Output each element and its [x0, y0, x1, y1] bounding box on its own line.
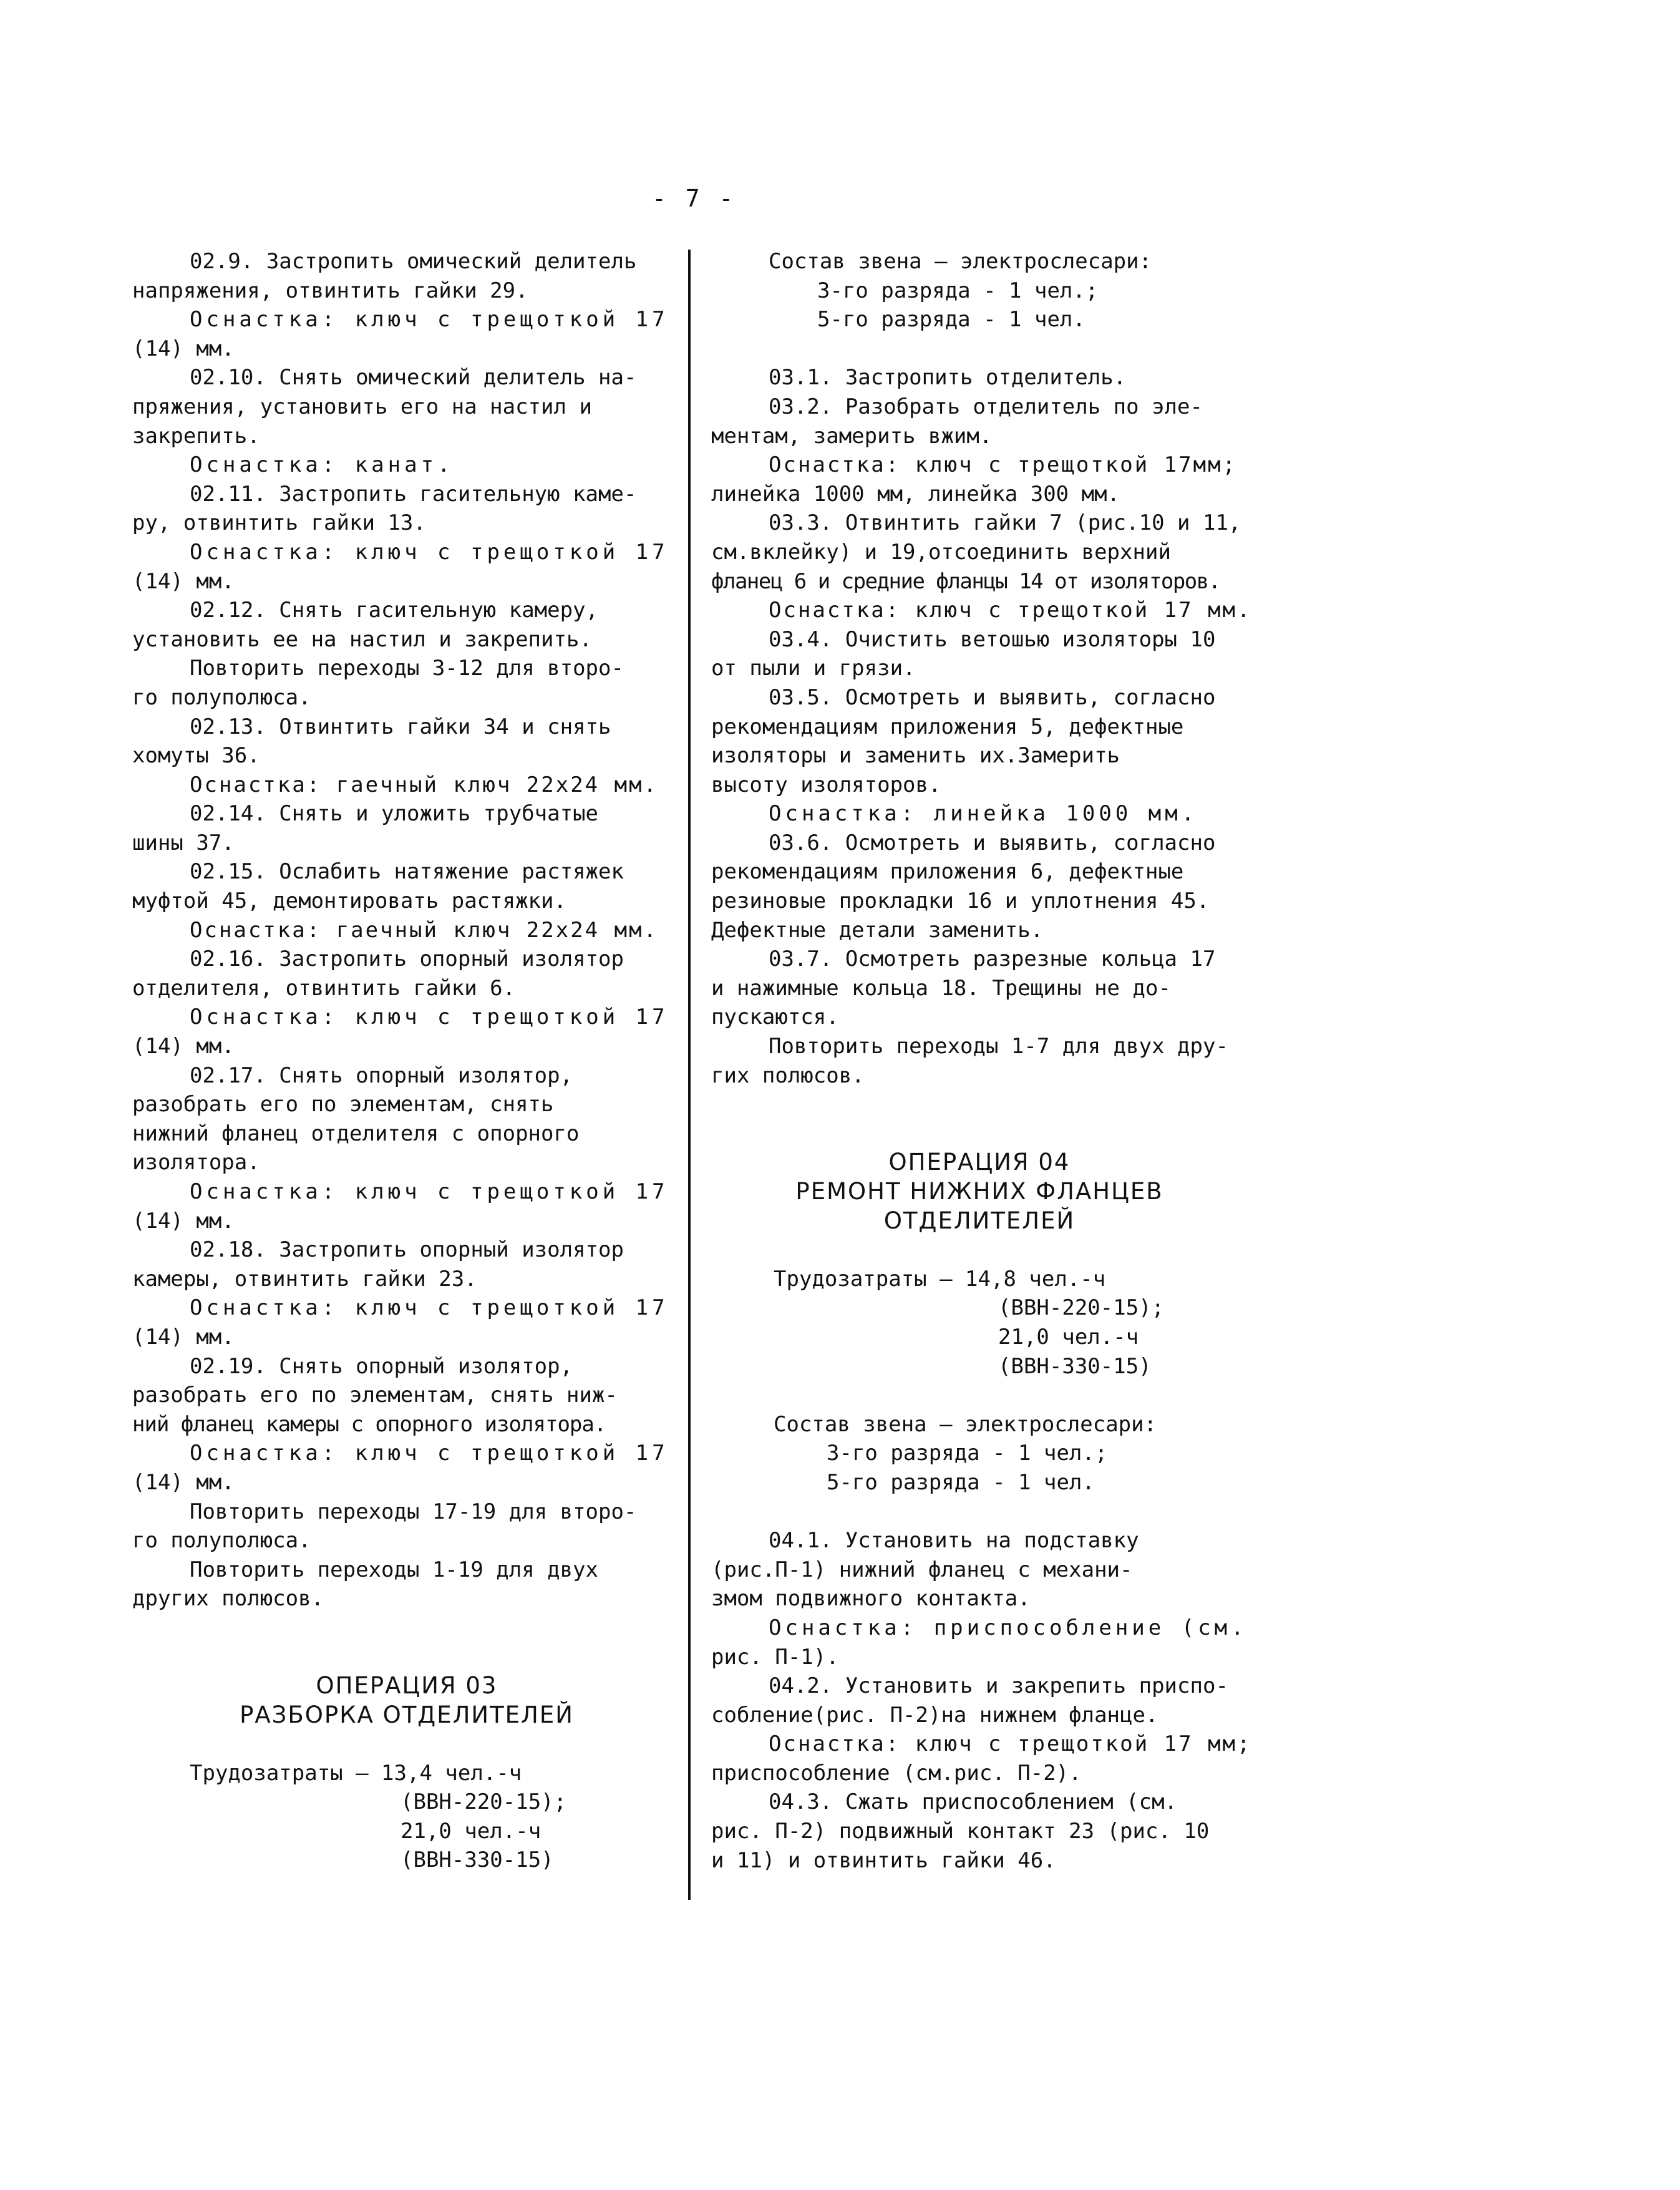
text-line: 03.7. Осмотреть разрезные кольца 17	[769, 947, 1216, 972]
text-line: Оснастка: гаечный ключ 22х24 мм.	[190, 917, 659, 943]
text-line: (14) мм.	[132, 1034, 235, 1059]
text-line: рис. П-1).	[711, 1644, 839, 1670]
crew-intro: Состав звена — электрослесари:	[774, 1411, 1157, 1437]
crew-line: 5-го разряда - 1 чел.	[817, 307, 1085, 333]
text-line: Повторить переходы 17-19 для второ-	[190, 1499, 637, 1524]
text-line: от пыли и грязи.	[711, 656, 916, 681]
labor-line: Трудозатраты — 14,8 чел.-ч	[774, 1266, 1106, 1292]
text-line: 02.13. Отвинтить гайки 34 и снять	[190, 714, 611, 739]
text-line: 04.3. Сжать приспособлением (см.	[769, 1789, 1178, 1815]
text-line: других полюсов.	[132, 1586, 324, 1612]
text-line: Оснастка: ключ с трещоткой 17 мм;	[769, 1731, 1252, 1757]
text-line: (рис.П-1) нижний фланец с механи-	[711, 1557, 1133, 1582]
text-line: (14) мм.	[132, 336, 235, 361]
text-line: закрепить.	[132, 423, 260, 449]
text-line: 02.19. Снять опорный изолятор,	[190, 1353, 573, 1379]
text-line: Оснастка: ключ с трещоткой 17	[190, 1179, 669, 1204]
text-line: шины 37.	[132, 830, 235, 855]
text-line: (14) мм.	[132, 1208, 235, 1234]
crew-line: 3-го разряда - 1 чел.;	[827, 1441, 1108, 1466]
text-line: Оснастка: линейка 1000 мм.	[769, 801, 1198, 827]
text-line: гих полюсов.	[711, 1063, 865, 1088]
text-line: 03.4. Очистить ветошью изоляторы 10	[769, 626, 1216, 652]
text-line: Повторить переходы 3-12 для второ-	[190, 656, 624, 681]
text-line: изолятора.	[132, 1150, 260, 1175]
text-line: и нажимные кольца 18. Трещины не до-	[711, 975, 1171, 1001]
text-line: 02.10. Снять омический делитель на-	[190, 365, 637, 391]
text-line: рекомендациям приложения 5, дефектные	[711, 714, 1184, 739]
labor-line: Трудозатраты — 13,4 чел.-ч	[190, 1760, 522, 1786]
column-divider	[688, 250, 691, 1900]
text-line: го полуполюса.	[132, 684, 311, 710]
text-line: приспособление (см.рис. П-2).	[711, 1760, 1082, 1786]
text-line: рис. П-2) подвижный контакт 23 (рис. 10	[711, 1819, 1210, 1844]
text-line: 02.16. Застропить опорный изолятор	[190, 947, 624, 972]
text-line: ментам, замерить вжим.	[711, 423, 993, 449]
text-line: Повторить переходы 1-19 для двух	[190, 1557, 599, 1582]
text-line: 03.1. Застропить отделитель.	[769, 365, 1127, 391]
operation-04-subtitle: ОТДЕЛИТЕЛЕЙ	[883, 1207, 1075, 1234]
text-line: Оснастка: ключ с трещоткой 17	[190, 307, 669, 333]
text-line: ру, отвинтить гайки 13.	[132, 510, 426, 536]
text-line: Оснастка: ключ с трещоткой 17	[190, 1005, 669, 1030]
crew-line: 3-го разряда - 1 чел.;	[817, 278, 1099, 303]
right-column	[711, 247, 1372, 1875]
text-line: хомуты 36.	[132, 743, 260, 769]
text-line: 03.5. Осмотреть и выявить, согласно	[769, 684, 1216, 710]
labor-line: (ВВН-220-15);	[998, 1295, 1165, 1321]
text-line: собление(рис. П-2)на нижнем фланце.	[711, 1702, 1158, 1728]
text-line: отделителя, отвинтить гайки 6.	[132, 975, 516, 1001]
text-line: установить ее на настил и закрепить.	[132, 626, 592, 652]
text-line: резиновые прокладки 16 и уплотнения 45.	[711, 888, 1210, 914]
labor-line: (ВВН-330-15)	[998, 1353, 1152, 1379]
text-line: 03.6. Осмотреть и выявить, согласно	[769, 830, 1216, 855]
text-line: см.вклейку) и 19,отсоединить верхний	[711, 539, 1171, 565]
text-line: Оснастка: ключ с трещоткой 17	[190, 1441, 669, 1466]
text-line: Оснастка: канат.	[190, 452, 454, 478]
text-line: пускаются.	[711, 1005, 839, 1030]
text-line: 03.3. Отвинтить гайки 7 (рис.10 и 11,	[769, 510, 1241, 536]
operation-03-title: ОПЕРАЦИЯ 03	[316, 1672, 498, 1699]
crew-intro: Состав звена — электрослесари:	[769, 249, 1152, 274]
text-line: рекомендациям приложения 6, дефектные	[711, 859, 1184, 885]
text-line: 02.18. Застропить опорный изолятор	[190, 1237, 624, 1263]
text-line: Оснастка: гаечный ключ 22х24 мм.	[190, 772, 659, 797]
operation-03-subtitle: РАЗБОРКА ОТДЕЛИТЕЛЕЙ	[240, 1701, 574, 1728]
text-line: линейка 1000 мм, линейка 300 мм.	[711, 481, 1120, 507]
text-line: Оснастка: приспособление (см.	[769, 1615, 1248, 1640]
text-line: змом подвижного контакта.	[711, 1586, 1031, 1612]
text-line: изоляторы и заменить их.Замерить	[711, 743, 1120, 769]
text-line: пряжения, установить его на настил и	[132, 394, 592, 419]
left-column	[132, 247, 681, 1875]
crew-line: 5-го разряда - 1 чел.	[827, 1469, 1095, 1495]
text-line: и 11) и отвинтить гайки 46.	[711, 1847, 1056, 1873]
text-line: нижний фланец отделителя с опорного	[132, 1121, 580, 1146]
text-line: муфтой 45, демонтировать растяжки.	[132, 888, 566, 914]
text-line: 02.17. Снять опорный изолятор,	[190, 1063, 573, 1088]
text-line: Повторить переходы 1-7 для двух дру-	[769, 1034, 1228, 1059]
text-line: 02.14. Снять и уложить трубчатые	[190, 801, 599, 827]
labor-line: 21,0 чел.-ч	[401, 1818, 541, 1844]
text-line: Оснастка: ключ с трещоткой 17	[190, 1295, 669, 1321]
text-line: 04.2. Установить и закрепить приспо-	[769, 1673, 1228, 1699]
text-line: 02.12. Снять гасительную камеру,	[190, 598, 599, 623]
text-line: высоту изоляторов.	[711, 772, 941, 797]
text-line: 03.2. Разобрать отделитель по эле-	[769, 394, 1203, 419]
text-line: Дефектные детали заменить.	[711, 917, 1044, 943]
text-line: напряжения, отвинтить гайки 29.	[132, 278, 528, 303]
text-line: (14) мм.	[132, 568, 235, 594]
operation-04-subtitle: РЕМОНТ НИЖНИХ ФЛАНЦЕВ	[795, 1178, 1163, 1205]
text-line: 02.9. Застропить омический делитель	[190, 249, 637, 274]
text-line: (14) мм.	[132, 1324, 235, 1350]
page-number: - 7 -	[652, 185, 736, 212]
text-line: фланец 6 и средние фланцы 14 от изоляторов.	[711, 568, 1220, 594]
text-line: (14) мм.	[132, 1469, 235, 1495]
labor-line: (ВВН-220-15);	[401, 1789, 567, 1815]
text-line: 02.11. Застропить гасительную каме-	[190, 481, 637, 507]
text-line: разобрать его по элементам, снять	[132, 1092, 554, 1117]
text-line: Оснастка: ключ с трещоткой 17мм;	[769, 452, 1238, 478]
labor-line: 21,0 чел.-ч	[998, 1324, 1139, 1350]
text-line: 04.1. Установить на подставку	[769, 1528, 1139, 1554]
text-line: камеры, отвинтить гайки 23.	[132, 1266, 477, 1292]
text-line: го полуполюса.	[132, 1528, 311, 1554]
operation-04-title: ОПЕРАЦИЯ 04	[888, 1149, 1071, 1176]
text-line: ний фланец камеры с опорного изолятора.	[132, 1411, 606, 1437]
text-line: 02.15. Ослабить натяжение растяжек	[190, 859, 624, 885]
text-line: Оснастка: ключ с трещоткой 17 мм.	[769, 598, 1252, 623]
labor-line: (ВВН-330-15)	[401, 1847, 554, 1873]
text-line: разобрать его по элементам, снять ниж-	[132, 1383, 618, 1408]
text-line: Оснастка: ключ с трещоткой 17	[190, 539, 669, 565]
